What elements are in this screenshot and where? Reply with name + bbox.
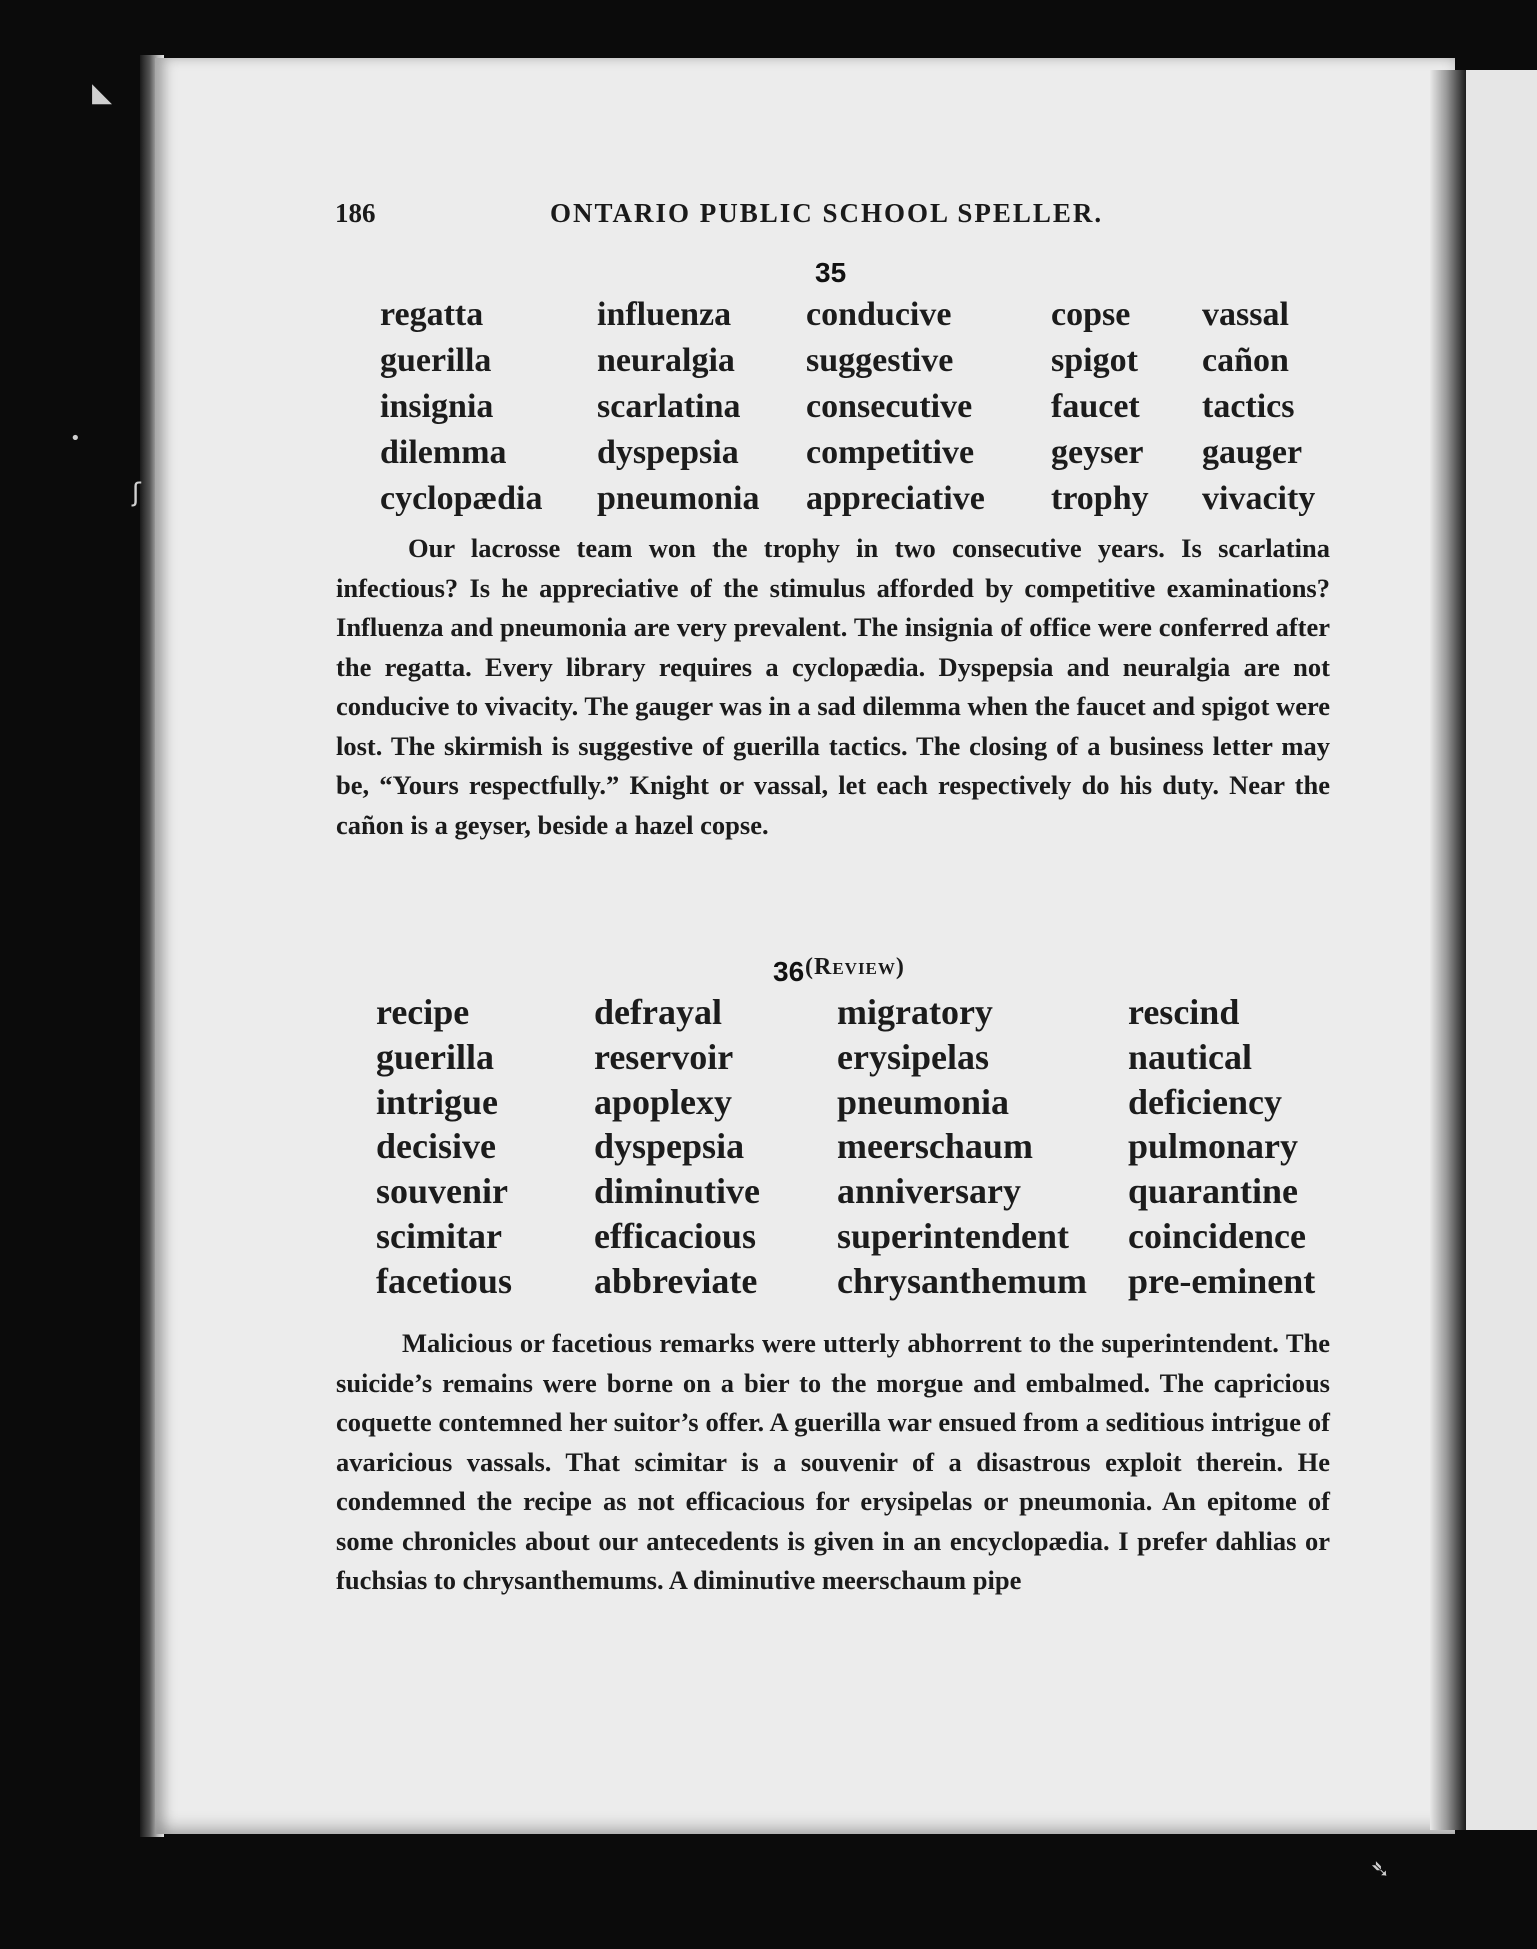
book-title: ONTARIO PUBLIC SCHOOL SPELLER. [550,198,1104,228]
lesson-35-number: 35 [815,257,847,288]
spelling-word: pneumonia [837,1081,1010,1122]
spelling-word: diminutive [594,1171,761,1212]
spelling-word: conducive [806,296,952,333]
spelling-word: trophy [1051,480,1149,517]
spelling-word: competitive [806,434,975,471]
spelling-word: nautical [1128,1036,1253,1077]
spelling-word: anniversary [837,1171,1021,1212]
spelling-word: spigot [1051,342,1138,379]
lesson-35-word-column [806,292,985,522]
scan-artifact-mark: ◣ [92,78,112,108]
scan-artifact-mark: ➴ [1370,1855,1391,1883]
spelling-word: dyspepsia [594,1126,745,1167]
lesson-36-word-column [1128,990,1315,1304]
spelling-word: faucet [1051,388,1140,425]
spelling-word: vassal [1202,296,1289,333]
spelling-word: dyspepsia [597,434,739,471]
lesson-35-word-column [597,292,760,522]
spelling-word: erysipelas [837,1036,989,1077]
spelling-word: reservoir [594,1036,734,1077]
spelling-word: abbreviate [594,1260,758,1301]
spelling-word: rescind [1128,992,1240,1032]
spelling-word: guerilla [376,1036,494,1077]
lesson-35-word-column [1202,292,1315,522]
spelling-word: coincidence [1128,1215,1306,1256]
spelling-word: vivacity [1202,480,1316,517]
spelling-word: defrayal [594,992,722,1032]
spelling-word: souvenir [376,1171,509,1212]
spelling-word: apoplexy [594,1081,733,1122]
lesson-35-word-column [380,292,542,522]
spelling-word: influenza [597,296,732,333]
spelling-word: recipe [376,992,470,1032]
facing-page-edge [1466,70,1537,1830]
lesson-36-word-column [837,990,1087,1304]
spelling-word: tactics [1202,388,1295,425]
lesson-36-label: (Review) [805,954,905,980]
lesson-35-paragraph: Our lacrosse team won the trophy in two consecutive years. Is scarlatina infectious? Is he appreciative of the stimulus afforded by competitive examinations? Influenza and pneumonia are very prevalent. The insignia of office were conferred after the regatta. Every library requires a cyclopædia. Dyspepsia and neuralgia are not conducive to vivacity. The gauger was in a sad dilemma when the faucet and spigot were lost. The skirmish is suggestive of guerilla tactics. The closing of a business letter may be, “Yours respectfully.” Knight or vassal, let each respectively do his duty. Near the cañon is a geyser, beside a hazel copse. [336,533,1330,840]
spelling-word: pre-eminent [1128,1260,1316,1301]
spelling-word: intrigue [376,1081,498,1122]
lesson-35-word-column [1051,292,1149,522]
spelling-word: deficiency [1128,1081,1282,1122]
spelling-word: cyclopædia [380,480,543,517]
lesson-36-paragraph: Malicious or facetious remarks were utterly abhorrent to the superintendent. The suicide’s remains were borne on a bier to the morgue and embalmed. The capricious coquette contemned her suitor’s offer. A guerilla war ensued from a seditious intrigue of avaricious vassals. That scimitar is a souvenir of a disastrous exploit therein. He condemned the recipe as not efficacious for erysipelas or pneumonia. An epitome of some chronicles about our antecedents is given in an encyclopædia. I prefer dahlias or fuchsias to chrysanthemums. A diminutive meerschaum pipe [336,1328,1330,1595]
spelling-word: quarantine [1128,1171,1299,1212]
scan-artifact-dot: • [70,428,81,449]
spelling-word: copse [1051,296,1131,333]
spelling-word: cañon [1202,342,1289,379]
spelling-word: dilemma [380,434,507,471]
spelling-word: efficacious [594,1215,756,1256]
spelling-word: chrysanthemum [837,1260,1087,1301]
spelling-word: suggestive [806,342,954,379]
lesson-36-number: 36 [773,956,805,987]
scan-artifact-mark: ʃ [132,478,141,508]
spelling-word: neuralgia [597,342,735,379]
spelling-word: pneumonia [597,480,760,517]
spelling-word: consecutive [806,388,973,425]
spelling-word: scarlatina [597,388,741,425]
spelling-word: scimitar [376,1215,502,1256]
spelling-word: appreciative [806,480,985,517]
spelling-word: geyser [1051,434,1144,471]
spelling-word: pulmonary [1128,1126,1299,1167]
spelling-word: insignia [380,388,494,425]
page-number: 186 [335,198,376,228]
spelling-word: migratory [837,992,993,1032]
page-gutter [1430,70,1466,1830]
spelling-word: superintendent [837,1215,1070,1256]
spelling-word: meerschaum [837,1126,1033,1167]
spelling-word: regatta [380,296,484,333]
running-head [335,198,1331,238]
lesson-36-word-column [376,990,512,1304]
spelling-word: guerilla [380,342,492,379]
spelling-word: decisive [376,1126,496,1167]
lesson-36-word-column [594,990,760,1304]
spelling-word: gauger [1202,434,1303,471]
spelling-word: facetious [376,1260,512,1301]
